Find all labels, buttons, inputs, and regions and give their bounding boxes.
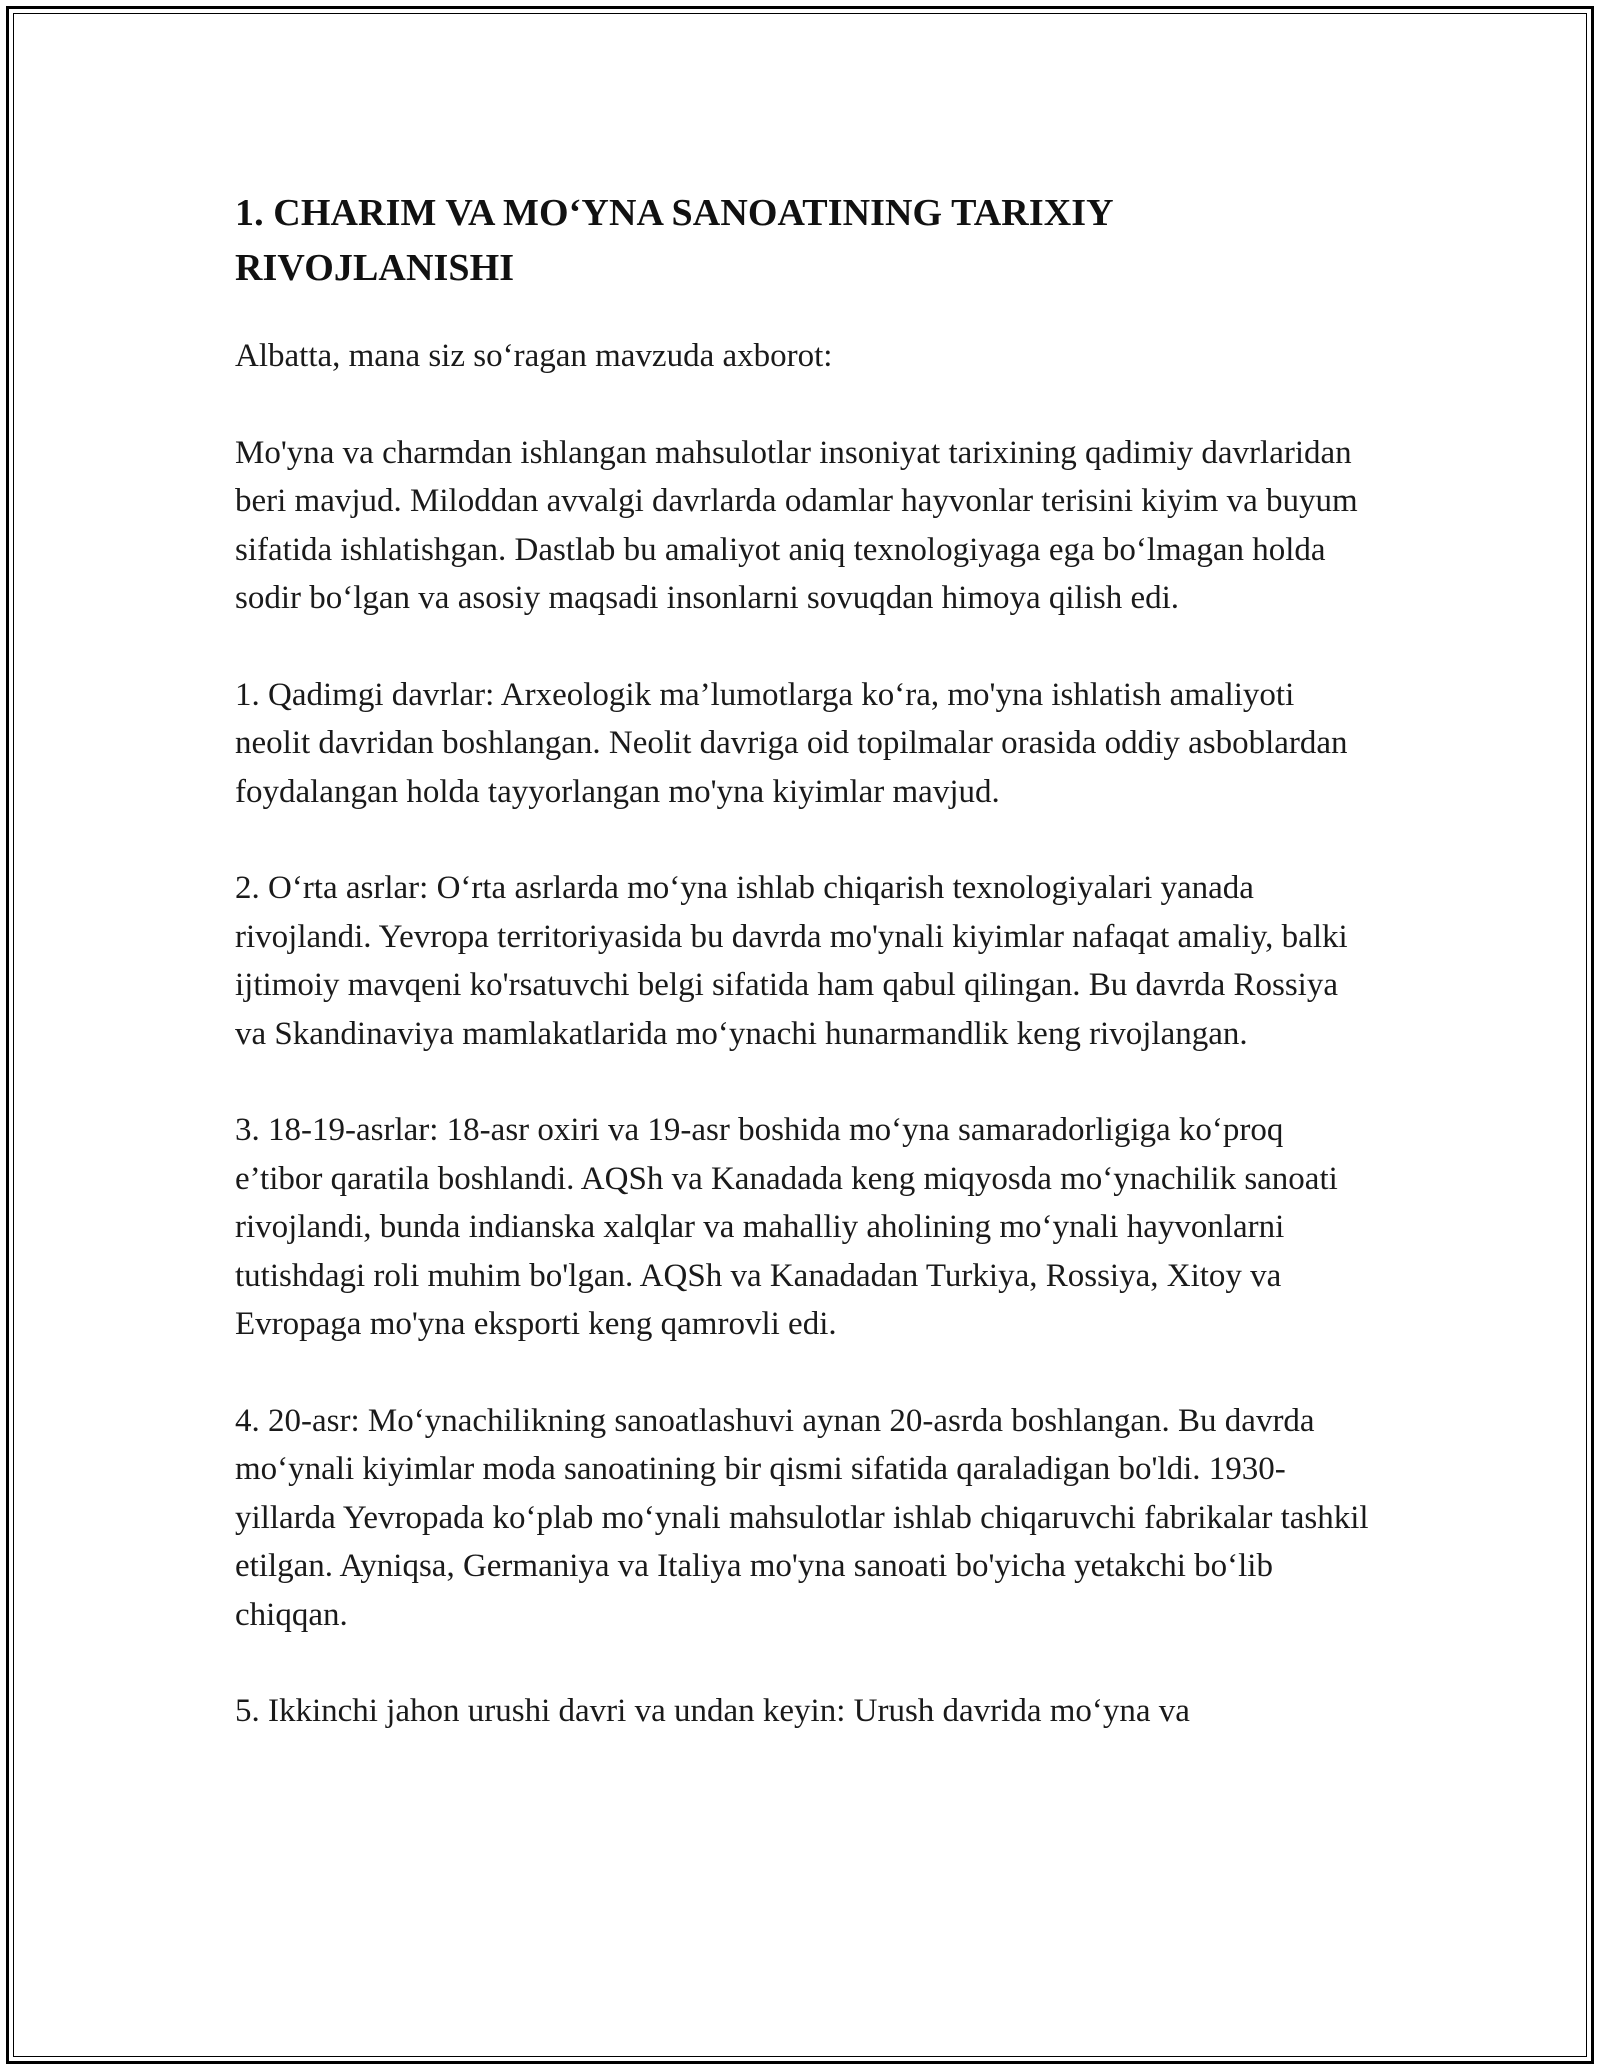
paragraph-world-war-two: 5. Ikkinchi jahon urushi davri va undan keyin: Urush davrida mo‘yna va bbox=[235, 1693, 1190, 1729]
paragraph-overview: Mo'yna va charmdan ishlangan mahsulotlar insoniyat tarixining qadimiy davrlaridan beri mavjud. Miloddan avvalgi davrlarda odamlar hayvonlar terisini kiyim va buyum sifatida ishlatishgan. Dastlab bu amaliyot aniq texnologiyaga ega bo‘lmagan holda sodir bo‘lgan va asosiy maqsadi insonlarni sovuqdan himoya qilish edi. bbox=[235, 434, 1358, 616]
paragraph-middle-ages: 2. O‘rta asrlar: O‘rta asrlarda mo‘yna ishlab chiqarish texnologiyalari yanada rivojlandi. Yevropa territoriyasida bu davrda mo'ynali kiyimlar nafaqat amaliy, balki ijtimoiy mavqeni ko'rsatuvchi belgi sifatida ham qabul qilingan. Bu davrda Rossiya va Skandinaviya mamlakatlarida mo‘ynachi hunarmandlik keng rivojlangan. bbox=[235, 870, 1348, 1052]
paragraph-ancient-times: 1. Qadimgi davrlar: Arxeologik ma’lumotlarga ko‘ra, mo'yna ishlatish amaliyoti neolit davridan boshlangan. Neolit davriga oid topilmalar orasida oddiy asboblardan foydalangan holda tayyorlangan mo'yna kiyimlar mavjud. bbox=[235, 676, 1348, 810]
paragraph-18-19-centuries: 3. 18-19-asrlar: 18-asr oxiri va 19-asr boshida mo‘yna samaradorligiga ko‘proq e’tibor qaratila boshlandi. AQSh va Kanadada keng miqyosda mo‘ynachilik sanoati rivojlandi, bunda indianska xalqlar va mahalliy aholining mo‘ynali hayvonlarni tutishdagi roli muhim bo'lgan. AQSh va Kanadadan Turkiya, Rossiya, Xitoy va Evropaga mo'yna eksporti keng qamrovli edi. bbox=[235, 1112, 1338, 1342]
document-body bbox=[235, 186, 1375, 1784]
paragraph-20th-century: 4. 20-asr: Mo‘ynachilikning sanoatlashuvi aynan 20-asrda boshlangan. Bu davrda mo‘ynali kiyimlar moda sanoatining bir qismi sifatida qaraladigan bo'ldi. 1930-yillarda Yevropada ko‘plab mo‘ynali mahsulotlar ishlab chiqaruvchi fabrikalar tashkil etilgan. Ayniqsa, Germaniya va Italiya mo'yna sanoati bo'yicha yetakchi bo‘lib chiqqan. bbox=[235, 1402, 1369, 1633]
paragraph-intro: Albatta, mana siz so‘ragan mavzuda axborot: bbox=[235, 338, 833, 374]
document-title: 1. CHARIM VA MO‘YNA SANOATINING TARIXIY RIVOJLANISHI bbox=[235, 192, 1113, 289]
